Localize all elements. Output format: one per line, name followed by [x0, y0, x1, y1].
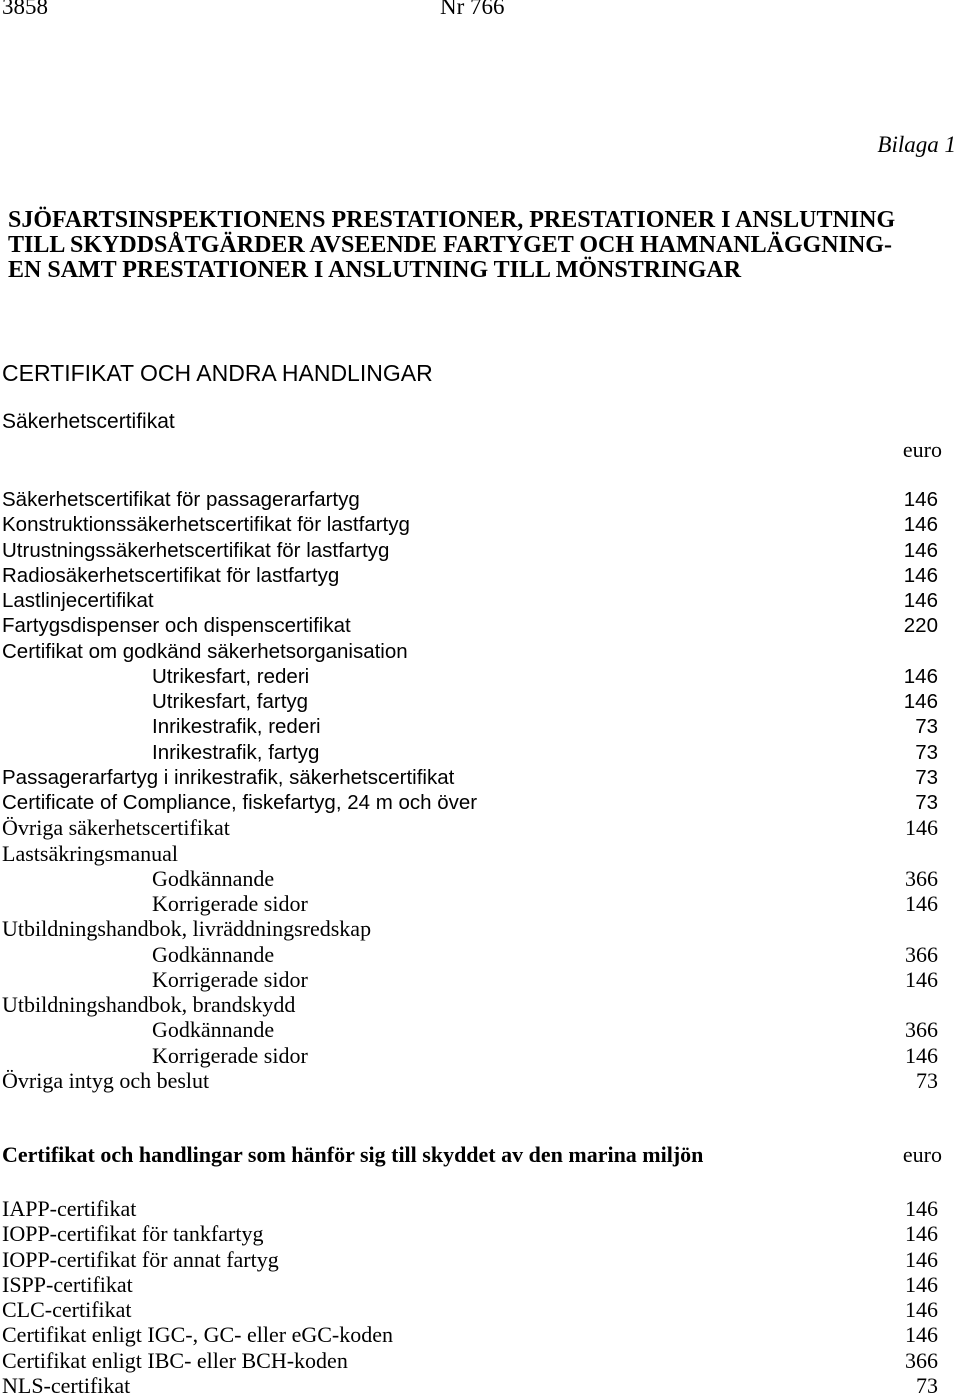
fee-row — [2, 765, 938, 790]
fee-row-label: Övriga säkerhetscertifikat — [2, 815, 230, 841]
fee-row — [2, 588, 938, 613]
fee-row-amount: 146 — [905, 966, 938, 992]
fee-row — [2, 1322, 938, 1347]
fee-row — [2, 1348, 938, 1373]
marine-section-heading: Certifikat och handlingar som hänför sig till skyddet av den marina miljön — [2, 1142, 704, 1167]
fee-row — [2, 1297, 938, 1322]
fee-list-marine-certificates — [2, 1196, 938, 1398]
fee-row-label: Certifikat enligt IGC-, GC- eller eGC-koden — [2, 1322, 394, 1348]
fee-row — [2, 487, 938, 512]
fee-row-label: Passagerarfartyg i inrikestrafik, säkerhetscertifikat — [2, 765, 455, 789]
fee-row — [2, 1017, 938, 1042]
fee-row — [2, 916, 938, 941]
fee-row-amount: 146 — [905, 1297, 938, 1322]
fee-row-label: Certificate of Compliance, fiskefartyg, 24 m och över — [2, 791, 478, 814]
fee-row-amount: 73 — [915, 740, 938, 764]
fee-row-amount: 366 — [905, 941, 938, 967]
fee-row-label: Utrikesfart, rederi — [152, 664, 310, 688]
fee-row-label: Utbildningshandbok, brandskydd — [2, 992, 296, 1017]
document-number: Nr 766 — [440, 0, 505, 19]
fee-row-amount: 146 — [905, 1246, 938, 1272]
fee-row-label: IOPP-certifikat för tankfartyg — [2, 1221, 264, 1247]
fee-row-label: Inrikestrafik, fartyg — [152, 740, 320, 764]
fee-row-label: Utbildningshandbok, livräddningsredskap — [2, 916, 372, 942]
fee-row-label: Godkännande — [152, 941, 275, 967]
fee-row-label: Korrigerade sidor — [152, 891, 308, 916]
fee-row-amount: 220 — [903, 614, 938, 638]
fee-row — [2, 664, 938, 689]
fee-row-amount: 146 — [903, 664, 938, 688]
fee-row — [2, 613, 938, 638]
document-title-line: EN SAMT PRESTATIONER I ANSLUTNING TILL MÖNSTRINGAR — [8, 257, 742, 283]
fee-row-amount: 146 — [903, 513, 938, 537]
fee-row-amount: 73 — [915, 791, 938, 814]
fee-row-amount: 146 — [905, 1322, 938, 1348]
fee-row — [2, 538, 938, 563]
fee-row — [2, 714, 938, 739]
fee-row-label: IAPP-certifikat — [2, 1196, 137, 1221]
fee-row-amount: 146 — [905, 1196, 938, 1221]
fee-row-label: IOPP-certifikat för annat fartyg — [2, 1246, 279, 1272]
fee-row-label: Korrigerade sidor — [152, 1042, 308, 1068]
fee-row — [2, 1247, 938, 1272]
fee-row-amount: 73 — [916, 1372, 938, 1398]
fee-row — [2, 1272, 938, 1297]
fee-row-label: Utrikesfart, fartyg — [152, 690, 309, 713]
fee-row-amount: 146 — [905, 815, 938, 841]
fee-row-label: Fartygsdispenser och dispenscertifikat — [2, 614, 351, 638]
fee-row-label: Korrigerade sidor — [152, 966, 308, 992]
page-number: 3858 — [2, 0, 48, 19]
fee-row — [2, 866, 938, 891]
fee-row-label: CLC-certifikat — [2, 1297, 132, 1322]
currency-unit-label: euro — [902, 437, 942, 462]
subsection-heading: Säkerhetscertifikat — [2, 410, 175, 433]
fee-row — [2, 639, 938, 664]
fee-row-label: Lastlinjecertifikat — [2, 589, 154, 612]
fee-row-amount: 146 — [903, 538, 938, 562]
fee-row — [2, 790, 938, 815]
fee-row — [2, 740, 938, 765]
fee-row-amount: 73 — [915, 765, 938, 789]
fee-row-amount: 73 — [915, 715, 938, 739]
fee-row-amount: 366 — [905, 1017, 938, 1043]
fee-row-label: Godkännande — [152, 1017, 275, 1043]
fee-row — [2, 512, 938, 537]
fee-row-label: Utrustningssäkerhetscertifikat för lastfartyg — [2, 538, 390, 562]
fee-row-amount: 73 — [916, 1067, 938, 1093]
fee-row-amount: 146 — [905, 1042, 938, 1068]
fee-row-label: NLS-certifikat — [2, 1372, 131, 1398]
fee-row — [2, 1221, 938, 1246]
fee-row-amount: 146 — [905, 1271, 938, 1297]
fee-row-label: Säkerhetscertifikat för passagerarfartyg — [2, 488, 360, 511]
fee-row-amount: 366 — [905, 865, 938, 891]
fee-row — [2, 563, 938, 588]
fee-row — [2, 841, 938, 866]
fee-row-label: ISPP-certifikat — [2, 1271, 133, 1297]
document-title — [8, 208, 958, 283]
fee-row-label: Godkännande — [152, 865, 275, 891]
fee-row-label: Lastsäkringsmanual — [2, 840, 178, 866]
fee-row-amount: 146 — [905, 1221, 938, 1247]
document-title-line: TILL SKYDDSÅTGÄRDER AVSEENDE FARTYGET OCH HAMNANLÄGGNING- — [8, 232, 892, 258]
fee-row — [2, 992, 938, 1017]
fee-row — [2, 815, 938, 840]
fee-row-label: Certifikat om godkänd säkerhetsorganisation — [2, 639, 408, 663]
fee-row-label: Konstruktionssäkerhetscertifikat för lastfartyg — [2, 513, 410, 537]
fee-row-label: Certifikat enligt IBC- eller BCH-koden — [2, 1347, 348, 1373]
fee-row-amount: 146 — [903, 488, 938, 511]
fee-row — [2, 1373, 938, 1398]
currency-unit-label: euro — [902, 1142, 942, 1167]
fee-list-safety-certificates — [2, 487, 938, 1093]
fee-row-label: Övriga intyg och beslut — [2, 1067, 210, 1093]
document-title-line: SJÖFARTSINSPEKTIONENS PRESTATIONER, PRESTATIONER I ANSLUTNING — [8, 207, 896, 233]
fee-row — [2, 1043, 938, 1068]
fee-row-amount: 146 — [903, 589, 938, 612]
annex-label: Bilaga 1 — [877, 132, 956, 157]
fee-row-amount: 146 — [903, 563, 938, 587]
fee-row-amount: 146 — [903, 690, 938, 713]
fee-row — [2, 689, 938, 714]
fee-row — [2, 967, 938, 992]
fee-row — [2, 942, 938, 967]
fee-row — [2, 1068, 938, 1093]
fee-row-label: Radiosäkerhetscertifikat för lastfartyg — [2, 563, 340, 587]
fee-row-amount: 146 — [905, 891, 938, 916]
fee-row — [2, 891, 938, 916]
section-heading: CERTIFIKAT OCH ANDRA HANDLINGAR — [2, 360, 433, 386]
fee-row-amount: 366 — [905, 1347, 938, 1373]
fee-row — [2, 1196, 938, 1221]
fee-row-label: Inrikestrafik, rederi — [152, 715, 321, 739]
